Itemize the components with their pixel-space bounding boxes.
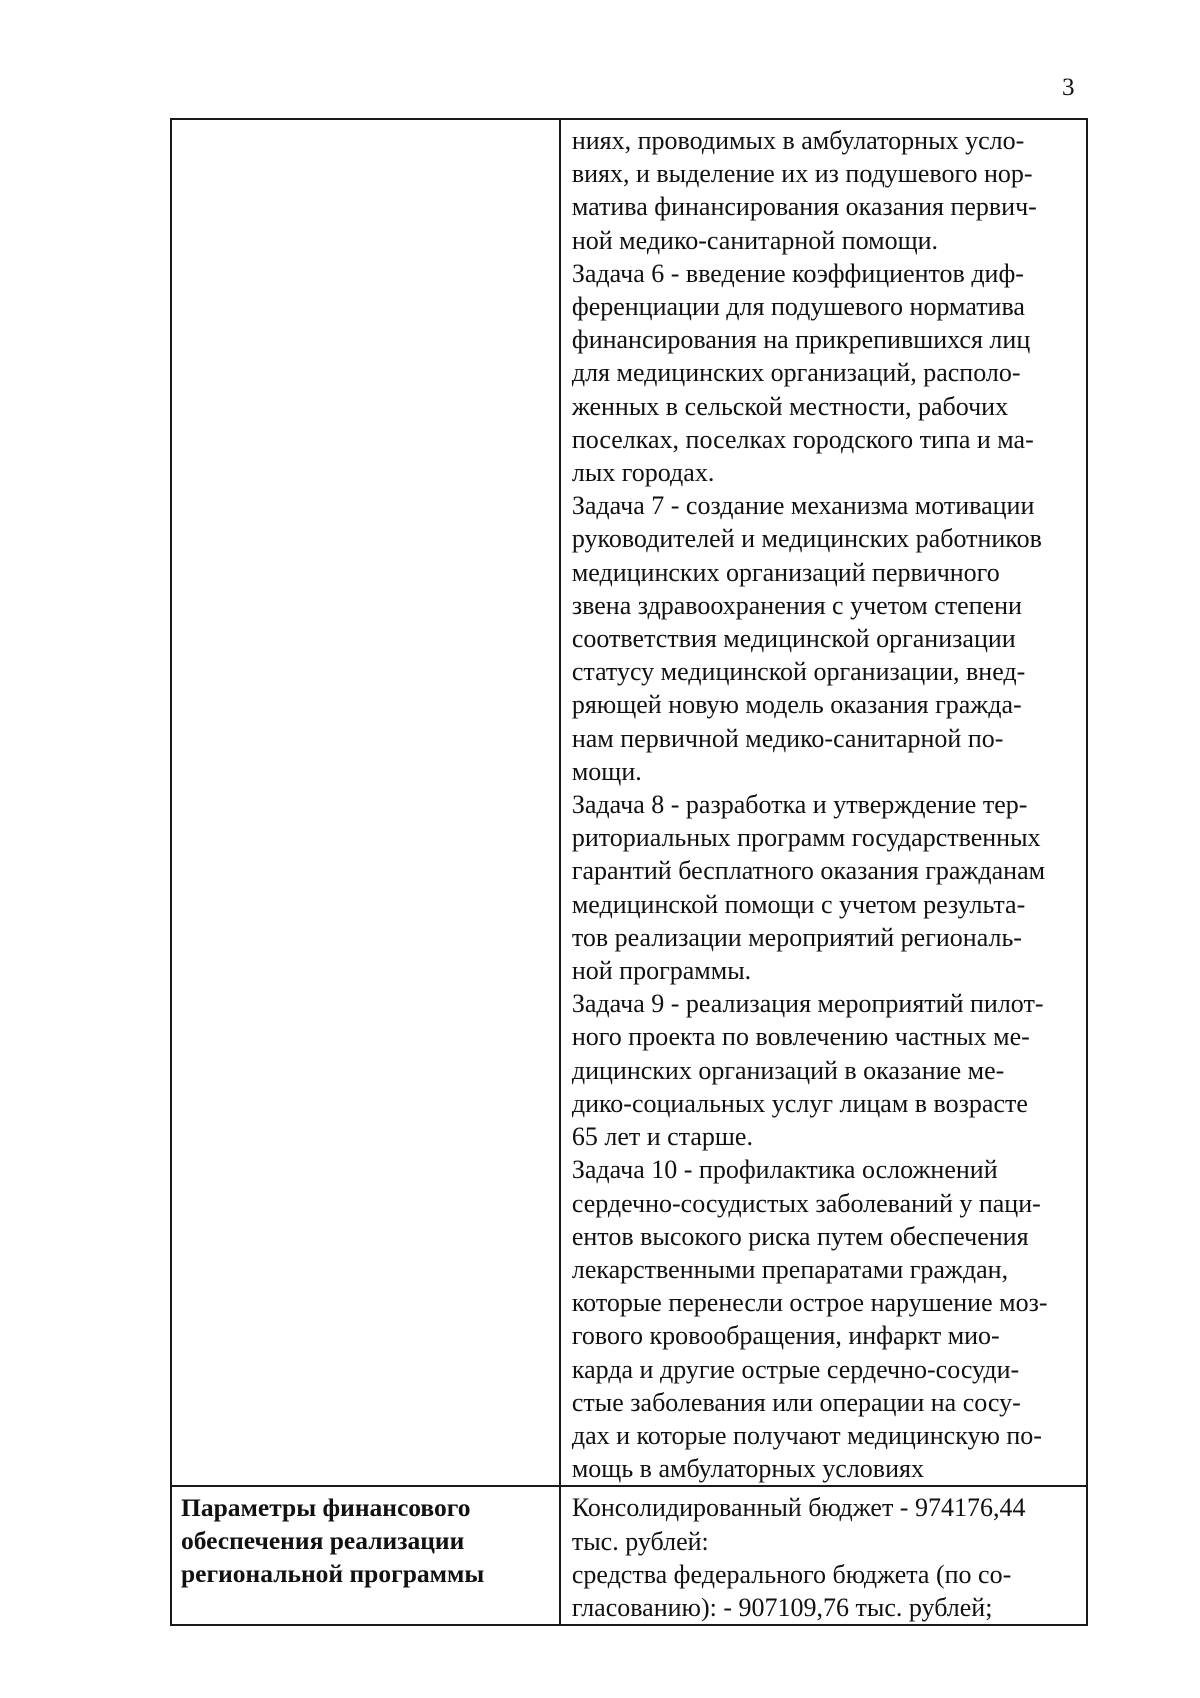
text-line: мощи. (571, 756, 642, 786)
text-line: лых городах. (571, 458, 715, 488)
text-line: гласованию): - 907109,76 тыс. рублей; (571, 1592, 993, 1622)
text-line: лекарственными препаратами граждан, (571, 1254, 1009, 1284)
text-line: Задача 8 - разработка и утверждение тер- (571, 790, 1028, 820)
text-line: Задача 9 - реализация мероприятий пилот- (571, 989, 1044, 1019)
text-line: Задача 6 - введение коэффициентов диф- (571, 258, 1024, 288)
text-line: матива финансирования оказания первич- (571, 192, 1037, 222)
empty-label-cell (171, 119, 560, 1486)
text-line: нам первичной медико-санитарной по- (571, 723, 1004, 753)
text-line: риториальных программ государственных (571, 823, 1041, 853)
text-line: ного проекта по вовлечению частных ме- (571, 1022, 1030, 1052)
text-line: ниях, проводимых в амбулаторных усло- (571, 126, 1025, 155)
text-line: ной программы. (571, 956, 752, 986)
text-line: гарантий бесплатного оказания гражданам (571, 856, 1046, 886)
table-row-tasks (171, 119, 1087, 1486)
text-line: гового кровообращения, инфаркт мио- (571, 1321, 1000, 1351)
tasks-text (561, 120, 1086, 1485)
text-line: мощь в амбулаторных условиях (571, 1454, 924, 1484)
text-line: звена здравоохранения с учетом степени (571, 590, 1022, 620)
tasks-cell (560, 119, 1087, 1486)
financing-label-cell (171, 1486, 560, 1625)
financing-label (172, 1487, 559, 1590)
text-line: руководителей и медицинских работников (571, 524, 1042, 554)
program-passport-table (170, 118, 1088, 1626)
text-line: тыс. рублей: (571, 1526, 709, 1556)
text-line: карда и другие острые сердечно-сосуди- (571, 1354, 1020, 1384)
financing-value (561, 1487, 1086, 1624)
text-line: которые перенесли острое нарушение моз- (571, 1288, 1048, 1318)
text-line: ряющей новую модель оказания гражда- (571, 690, 1022, 720)
text-line: средства федерального бюджета (по со- (571, 1559, 1012, 1589)
text-line: Консолидированный бюджет - 974176,44 (571, 1493, 1026, 1523)
text-line: соответствия медицинской организации (571, 624, 1016, 654)
text-line: сердечно-сосудистых заболеваний у паци- (571, 1188, 1041, 1218)
financing-value-cell (560, 1486, 1087, 1625)
text-line: дах и которые получают медицинскую по- (571, 1420, 1042, 1450)
text-line: женных в сельской местности, рабочих (571, 391, 1009, 421)
text-line: тов реализации мероприятий региональ- (571, 922, 1022, 952)
text-line: медицинских организаций первичного (571, 557, 1000, 587)
text-line: виях, и выделение их из подушевого нор- (571, 159, 1033, 189)
text-line: ной медико-санитарной помощи. (571, 225, 939, 255)
text-line: медицинской помощи с учетом результа- (571, 889, 1026, 919)
text-line: Задача 7 - создание механизма мотивации (571, 491, 1035, 521)
table-row-financing (171, 1486, 1087, 1625)
text-line: ференциации для подушевого норматива (571, 292, 1025, 322)
text-line: статусу медицинской организации, внед- (571, 657, 1026, 687)
label-line: обеспечения реализации (181, 1526, 465, 1556)
text-line: дико-социальных услуг лицам в возрасте (571, 1088, 1028, 1118)
text-line: дицинских организаций в оказание ме- (571, 1055, 1005, 1085)
text-line: ентов высокого риска путем обеспечения (571, 1221, 1029, 1251)
page-number: 3 (1062, 74, 1075, 101)
text-line: 65 лет и старше. (571, 1122, 753, 1152)
label-line: Параметры финансового (181, 1493, 471, 1523)
text-line: стые заболевания или операции на сосу- (571, 1387, 1021, 1417)
text-line: для медицинских организаций, располо- (571, 358, 1021, 388)
label-line: региональной программы (181, 1559, 485, 1589)
text-line: поселках, поселках городского типа и ма- (571, 424, 1034, 454)
text-line: финансирования на прикрепившихся лиц (571, 325, 1031, 355)
text-line: Задача 10 - профилактика осложнений (571, 1155, 998, 1185)
